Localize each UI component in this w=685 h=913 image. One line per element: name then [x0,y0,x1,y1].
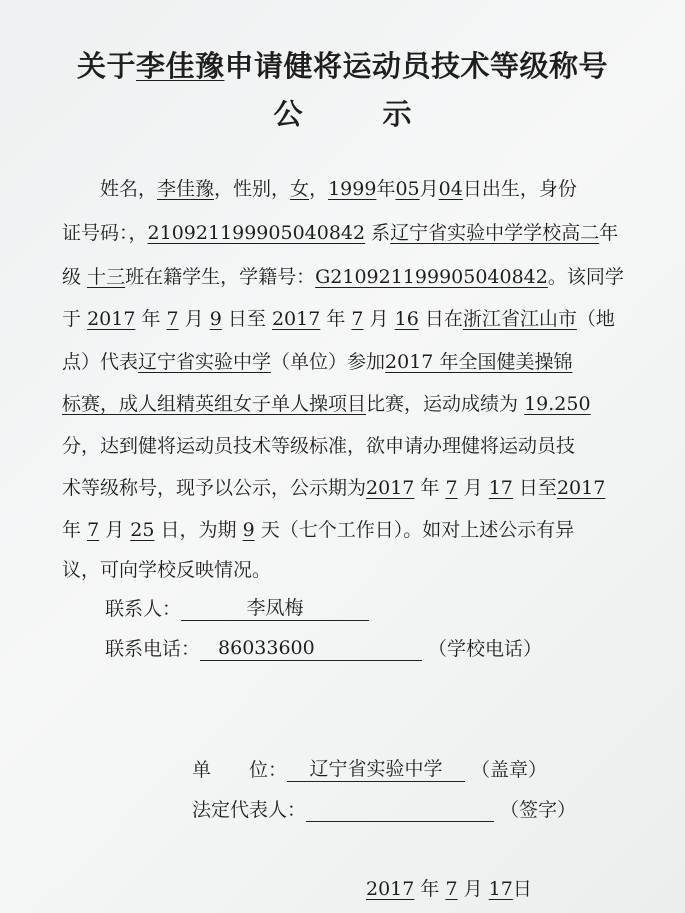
body-line-8 [62,476,605,500]
body-line-6 [62,392,591,416]
text-span: 日至 [227,308,266,330]
body-line-3 [62,265,624,289]
contact-phone-label: 联系电话： [105,638,201,660]
contact-person-value: 李凤梅 [181,596,369,621]
text-span: 十三 [87,266,126,288]
text-span: 月 [463,477,483,499]
text-span: 公 [273,97,303,131]
body-line-2 [62,221,618,245]
text-span: 女 [290,178,310,200]
date-line [366,874,532,901]
text-span: 术等级称号，现予以公示，公示期为 [62,477,367,499]
text-span: 16 [394,308,419,330]
text-span: ， [309,178,329,200]
text-span: 标赛，成人组精英组女子单人操项目 [62,393,367,415]
text-span: （单位）参加 [271,351,386,373]
contact-person-label: 联系人： [105,598,182,620]
text-span: 。该同学 [547,266,624,288]
document-subtitle [0,92,685,133]
text-span: 系 [371,222,391,244]
text-span: 9 [209,308,222,330]
representative-label: 法定代表人： [192,799,307,821]
contact-phone [105,634,542,661]
document-title [0,44,685,85]
unit-note: （盖章） [471,759,548,781]
text-span: 年 [420,477,440,499]
text-span: 年 [62,519,82,541]
body-line-10 [62,558,271,582]
text-span: 日，为期 [160,519,237,541]
text-span: （地 [576,308,615,330]
representative-value [306,821,494,822]
text-span: 示 [382,97,412,131]
text-span: 日至 [518,477,557,499]
text-span: 年 [376,178,396,200]
text-span: 姓名， [100,178,158,200]
text-span: 月 [105,519,125,541]
text-span: 7 [166,308,179,330]
contact-phone-value: 86033600 [200,636,422,661]
text-span: 浙江省江山市 [462,308,577,330]
text-span: 级 [62,266,82,288]
text-span: 班在籍学生，学籍号： [125,266,316,288]
text-span: 比赛，运动成绩为 [366,393,519,415]
text-span: 2017 [366,477,415,499]
text-span: 日在 [424,308,463,330]
body-line-1 [100,177,577,201]
text-span: 7 [351,308,364,330]
text-span: 日 [512,878,532,900]
unit-value: 辽宁省实验中学 [287,757,465,782]
text-span: 月 [419,178,439,200]
text-span: 天（七个工作日）。如对上述公示有异 [260,519,575,541]
text-span: 7 [87,519,100,541]
text-span: 点）代表 [62,351,139,373]
text-span: 分，达到健将运动员技术等级标准，欲申请办理健将运动员技 [62,435,576,457]
text-span: ，性别， [214,178,291,200]
text-span: 210921199905040842 [147,222,366,244]
text-span: 月 [184,308,204,330]
text-span: 证号码：， [62,222,148,244]
text-span: 9 [242,519,255,541]
body-line-9 [62,518,574,542]
text-span: 7 [445,878,458,900]
unit-label: 单 位： [192,759,288,781]
text-span: 2017 [87,308,136,330]
text-span: 日出生，身份 [462,178,577,200]
text-span: 17 [488,477,513,499]
title-name: 李佳豫 [135,49,225,83]
representative-line [192,795,576,822]
text-span: 于 [62,308,82,330]
text-span: 17 [488,878,513,900]
text-span: 2017 [271,308,321,330]
text-span: 1999 [328,178,377,200]
body-line-5 [62,350,572,374]
text-span: 2017 [366,878,415,900]
text-span: 高二 [561,222,600,244]
text-span: 7 [445,477,458,499]
text-span: 月 [463,878,483,900]
text-span: G210921199905040842 [315,266,548,288]
text-span: 04 [438,178,463,200]
text-span: 年 [420,878,440,900]
text-span: 19.250 [524,393,591,415]
body-line-7 [62,434,575,458]
text-span: 李佳豫 [157,178,215,200]
contact-phone-note: （学校电话） [428,638,543,660]
representative-note: （签字） [500,799,577,821]
text-span: 年 [141,308,161,330]
text-span: 辽宁省实验中学学校 [390,222,562,244]
text-span: 年 [326,308,346,330]
text-span: 2017 [556,477,606,499]
contact-person [105,594,369,621]
body-line-4 [62,307,615,331]
text-span: 辽宁省实验中学 [138,351,272,373]
unit-line [192,755,547,782]
text-span: 年 [599,222,619,244]
text-span: 05 [395,178,420,200]
text-span: 议，可向学校反映情况。 [62,559,272,581]
text-span: 25 [130,519,155,541]
text-span: 关于 [76,49,136,83]
text-span: 申请健将运动员技术等级称号 [224,49,609,83]
text-span: 月 [369,308,389,330]
text-span: 2017 年全国健美操锦 [385,351,573,373]
